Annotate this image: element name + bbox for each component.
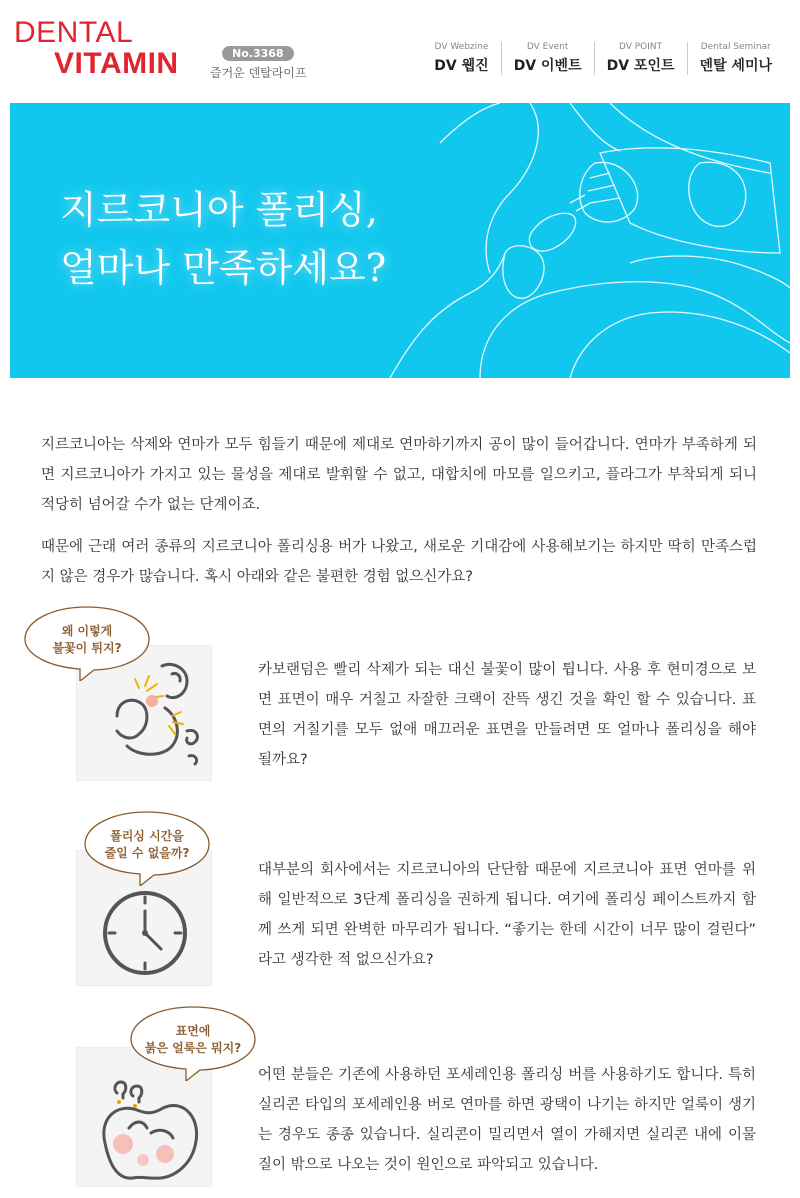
- nav-item-ko-label: DV 포인트: [606, 58, 675, 74]
- speech-bubble-text: [82, 828, 212, 862]
- bubble-line1: 폴리싱 시간을: [110, 829, 184, 843]
- nav-item-en-label: Dental Seminar: [700, 42, 771, 52]
- nav-item-event[interactable]: [501, 42, 594, 75]
- bubble-line1: 표면에: [175, 1024, 211, 1038]
- nav-item-seminar[interactable]: [687, 42, 785, 75]
- site-header: [0, 0, 800, 100]
- tagline: 즐거운 덴탈라이프: [210, 66, 307, 80]
- nav-item-point[interactable]: [594, 42, 687, 75]
- speech-bubble-text: [128, 1023, 258, 1057]
- nav-item-webzine[interactable]: [422, 42, 500, 75]
- nav-item-ko-label: 덴탈 세미나: [699, 58, 772, 74]
- bubble-line1: 왜 이렇게: [61, 624, 113, 638]
- issue-number-badge: No.3368: [222, 46, 294, 61]
- logo-line-vitamin: VITAMIN: [54, 47, 179, 80]
- banner-title-line1: 지르코니아 폴리싱,: [60, 188, 378, 232]
- banner-title-line2: 얼마나 만족하세요?: [60, 246, 387, 290]
- issue-info: [210, 42, 307, 81]
- section-text: 대부분의 회사에서는 지르코니아의 단단함 때문에 지르코니아 표면 연마를 위해 일반적으로 3단계 폴리싱을 권하게 됩니다. 여기에 폴리싱 페이스트까지 함께 쓰게 되면 완벽한 마무리가 됩니다. “좋기는 한데 시간이 너무 많이 걸린다” 라고 생각한 적 없으신가요?: [258, 862, 756, 968]
- speech-bubble-text: [22, 623, 152, 657]
- intro-paragraph-2: 때문에 근래 여러 종류의 지르코니아 폴리싱용 버가 나왔고, 새로운 기대감에 사용해보기는 하지만 딱히 만족스럽지 않은 경우가 많습니다. 혹시 아래와 같은 불편한 경험 없으신가요?: [41, 539, 757, 585]
- bubble-line2: 줄일 수 없을까?: [104, 846, 190, 860]
- dental-vitamin-logo[interactable]: [14, 18, 179, 79]
- section-text: 카보랜덤은 빨리 삭제가 되는 대신 불꽃이 많이 튑니다. 사용 후 현미경으로 보면 표면이 매우 거칠고 자잘한 크랙이 잔뜩 생긴 것을 확인 할 수 있습니다. 표면의 거칠기를 모두 없애 매끄러운 표면을 만들려면 또 얼마나 폴리싱을 해야 될까요?: [258, 662, 756, 768]
- nav-item-en-label: DV Event: [526, 42, 569, 52]
- intro-paragraph-1: 지르코니아는 삭제와 연마가 모두 힘들기 때문에 제대로 연마하기까지 공이 많이 들어갑니다. 연마가 부족하게 되면 지르코니아가 가지고 있는 물성을 제대로 발휘할 수 없고, 대합치에 마모를 일으키고, 플라그가 부착되게 되니 적당히 넘어갈 수가 없는 단계이죠.: [41, 437, 757, 513]
- banner-title: [60, 181, 386, 297]
- nav-item-en-label: DV Webzine: [434, 42, 489, 52]
- bubble-line2: 붉은 얼룩은 뭐지?: [144, 1041, 242, 1055]
- nav-item-ko-label: DV 웹진: [434, 58, 489, 74]
- nav-item-en-label: DV POINT: [618, 42, 663, 52]
- section-text: 어떤 분들은 기존에 사용하던 포세레인용 폴리싱 버를 사용하기도 합니다. 특히 실리콘 타입의 포세레인용 버로 연마를 하면 광택이 나기는 하지만 얼룩이 생기는 경우도 종종 있습니다. 실리콘이 밀리면서 열이 가해지면 실리콘 내에 이물질이 밖으로 나오는 것이 원인으로 파악되고 있습니다.: [258, 1067, 756, 1173]
- top-nav: [422, 42, 784, 75]
- nav-item-ko-label: DV 이벤트: [513, 58, 582, 74]
- bubble-line2: 불꽃이 튀지?: [52, 641, 122, 655]
- logo-line-dental: DENTAL: [14, 16, 134, 49]
- hero-banner: [10, 103, 790, 378]
